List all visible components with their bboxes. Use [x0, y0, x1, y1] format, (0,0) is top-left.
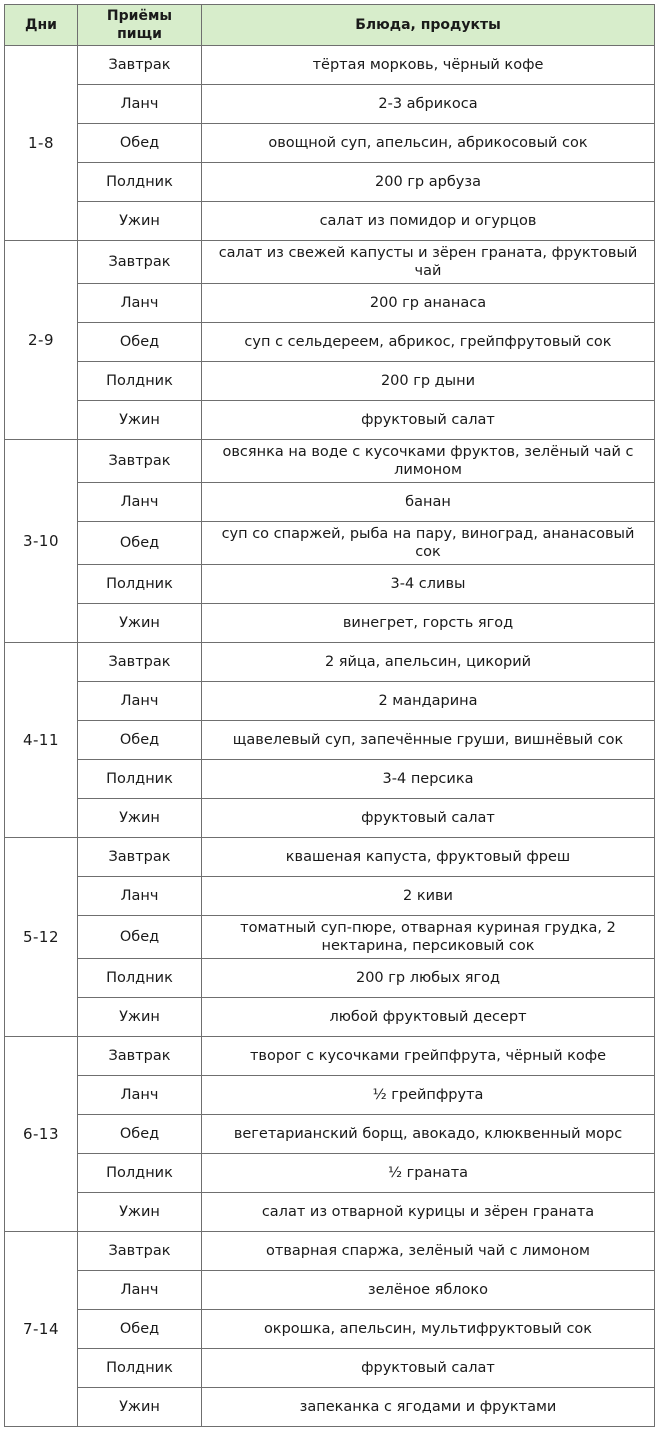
table-row	[5, 85, 655, 124]
meal-cell: Полдник	[78, 959, 202, 998]
table-row	[5, 1076, 655, 1115]
table-row	[5, 959, 655, 998]
meal-cell: Завтрак	[78, 440, 202, 483]
header-meals: Приёмы пищи	[78, 5, 202, 46]
food-cell: 200 гр ананаса	[202, 284, 655, 323]
meal-cell: Ужин	[78, 202, 202, 241]
meal-cell: Полдник	[78, 760, 202, 799]
food-cell: салат из свежей капусты и зёрен граната, фруктовый чай	[202, 241, 655, 284]
food-cell: ½ грейпфрута	[202, 1076, 655, 1115]
table-row	[5, 643, 655, 682]
food-cell: 200 гр арбуза	[202, 163, 655, 202]
food-cell: 3-4 сливы	[202, 565, 655, 604]
table-row	[5, 284, 655, 323]
food-cell: творог с кусочками грейпфрута, чёрный кофе	[202, 1037, 655, 1076]
table-row	[5, 1037, 655, 1076]
meal-cell: Полдник	[78, 565, 202, 604]
meal-cell: Ужин	[78, 401, 202, 440]
table-body	[5, 46, 655, 1427]
food-cell: винегрет, горсть ягод	[202, 604, 655, 643]
table-header-row	[5, 5, 655, 46]
table-row	[5, 1310, 655, 1349]
food-cell: 3-4 персика	[202, 760, 655, 799]
food-cell: банан	[202, 483, 655, 522]
table-row	[5, 202, 655, 241]
food-cell: суп с сельдереем, абрикос, грейпфрутовый сок	[202, 323, 655, 362]
table-row	[5, 401, 655, 440]
table-row	[5, 838, 655, 877]
table-row	[5, 522, 655, 565]
food-cell: фруктовый салат	[202, 799, 655, 838]
food-cell: вегетарианский борщ, авокадо, клюквенный морс	[202, 1115, 655, 1154]
day-range-cell: 2-9	[5, 241, 78, 440]
meal-cell: Обед	[78, 916, 202, 959]
day-range-cell: 4-11	[5, 643, 78, 838]
table-row	[5, 799, 655, 838]
day-range-cell: 3-10	[5, 440, 78, 643]
meal-cell: Ужин	[78, 998, 202, 1037]
table-row	[5, 721, 655, 760]
table-row	[5, 323, 655, 362]
table-row	[5, 362, 655, 401]
table-row	[5, 604, 655, 643]
meal-cell: Полдник	[78, 362, 202, 401]
header-days: Дни	[5, 5, 78, 46]
meal-cell: Ланч	[78, 1271, 202, 1310]
food-cell: 2 яйца, апельсин, цикорий	[202, 643, 655, 682]
meal-cell: Полдник	[78, 163, 202, 202]
food-cell: запеканка с ягодами и фруктами	[202, 1388, 655, 1427]
day-range-cell: 5-12	[5, 838, 78, 1037]
table-row	[5, 1115, 655, 1154]
meal-cell: Ужин	[78, 1388, 202, 1427]
table-row	[5, 46, 655, 85]
day-range-cell: 6-13	[5, 1037, 78, 1232]
meal-cell: Полдник	[78, 1349, 202, 1388]
table-row	[5, 241, 655, 284]
food-cell: овсянка на воде с кусочками фруктов, зелёный чай с лимоном	[202, 440, 655, 483]
table-row	[5, 998, 655, 1037]
table-row	[5, 124, 655, 163]
day-range-cell: 7-14	[5, 1232, 78, 1427]
food-cell: щавелевый суп, запечённые груши, вишнёвый сок	[202, 721, 655, 760]
meal-cell: Обед	[78, 323, 202, 362]
table-row	[5, 682, 655, 721]
meal-cell: Завтрак	[78, 643, 202, 682]
food-cell: зелёное яблоко	[202, 1271, 655, 1310]
meal-cell: Обед	[78, 1115, 202, 1154]
food-cell: любой фруктовый десерт	[202, 998, 655, 1037]
food-cell: окрошка, апельсин, мультифруктовый сок	[202, 1310, 655, 1349]
meal-cell: Ланч	[78, 1076, 202, 1115]
table-row	[5, 760, 655, 799]
food-cell: тёртая морковь, чёрный кофе	[202, 46, 655, 85]
food-cell: 2 мандарина	[202, 682, 655, 721]
meal-cell: Ланч	[78, 877, 202, 916]
food-cell: салат из помидор и огурцов	[202, 202, 655, 241]
meal-cell: Ланч	[78, 284, 202, 323]
meal-cell: Полдник	[78, 1154, 202, 1193]
meal-cell: Ланч	[78, 85, 202, 124]
meal-cell: Ужин	[78, 604, 202, 643]
food-cell: салат из отварной курицы и зёрен граната	[202, 1193, 655, 1232]
food-cell: 2-3 абрикоса	[202, 85, 655, 124]
meal-cell: Завтрак	[78, 838, 202, 877]
table-row	[5, 1271, 655, 1310]
table-row	[5, 916, 655, 959]
food-cell: фруктовый салат	[202, 401, 655, 440]
table-row	[5, 483, 655, 522]
food-cell: томатный суп-пюре, отварная куриная грудка, 2 нектарина, персиковый сок	[202, 916, 655, 959]
meal-cell: Завтрак	[78, 46, 202, 85]
meal-cell: Обед	[78, 1310, 202, 1349]
meal-cell: Ланч	[78, 483, 202, 522]
food-cell: фруктовый салат	[202, 1349, 655, 1388]
meal-cell: Ужин	[78, 799, 202, 838]
food-cell: ½ граната	[202, 1154, 655, 1193]
table-row	[5, 1388, 655, 1427]
table-row	[5, 565, 655, 604]
food-cell: овощной суп, апельсин, абрикосовый сок	[202, 124, 655, 163]
diet-table	[4, 4, 655, 1427]
food-cell: отварная спаржа, зелёный чай с лимоном	[202, 1232, 655, 1271]
meal-cell: Обед	[78, 124, 202, 163]
food-cell: 200 гр дыни	[202, 362, 655, 401]
day-range-cell: 1-8	[5, 46, 78, 241]
table-row	[5, 1193, 655, 1232]
meal-cell: Ланч	[78, 682, 202, 721]
meal-cell: Завтрак	[78, 241, 202, 284]
meal-cell: Обед	[78, 721, 202, 760]
food-cell: 2 киви	[202, 877, 655, 916]
meal-cell: Обед	[78, 522, 202, 565]
table-row	[5, 440, 655, 483]
header-dishes: Блюда, продукты	[202, 5, 655, 46]
table-row	[5, 877, 655, 916]
table-row	[5, 1232, 655, 1271]
table-row	[5, 163, 655, 202]
food-cell: суп со спаржей, рыба на пару, виноград, ананасовый сок	[202, 522, 655, 565]
table-row	[5, 1154, 655, 1193]
meal-cell: Ужин	[78, 1193, 202, 1232]
meal-cell: Завтрак	[78, 1232, 202, 1271]
food-cell: 200 гр любых ягод	[202, 959, 655, 998]
table-row	[5, 1349, 655, 1388]
food-cell: квашеная капуста, фруктовый фреш	[202, 838, 655, 877]
meal-cell: Завтрак	[78, 1037, 202, 1076]
